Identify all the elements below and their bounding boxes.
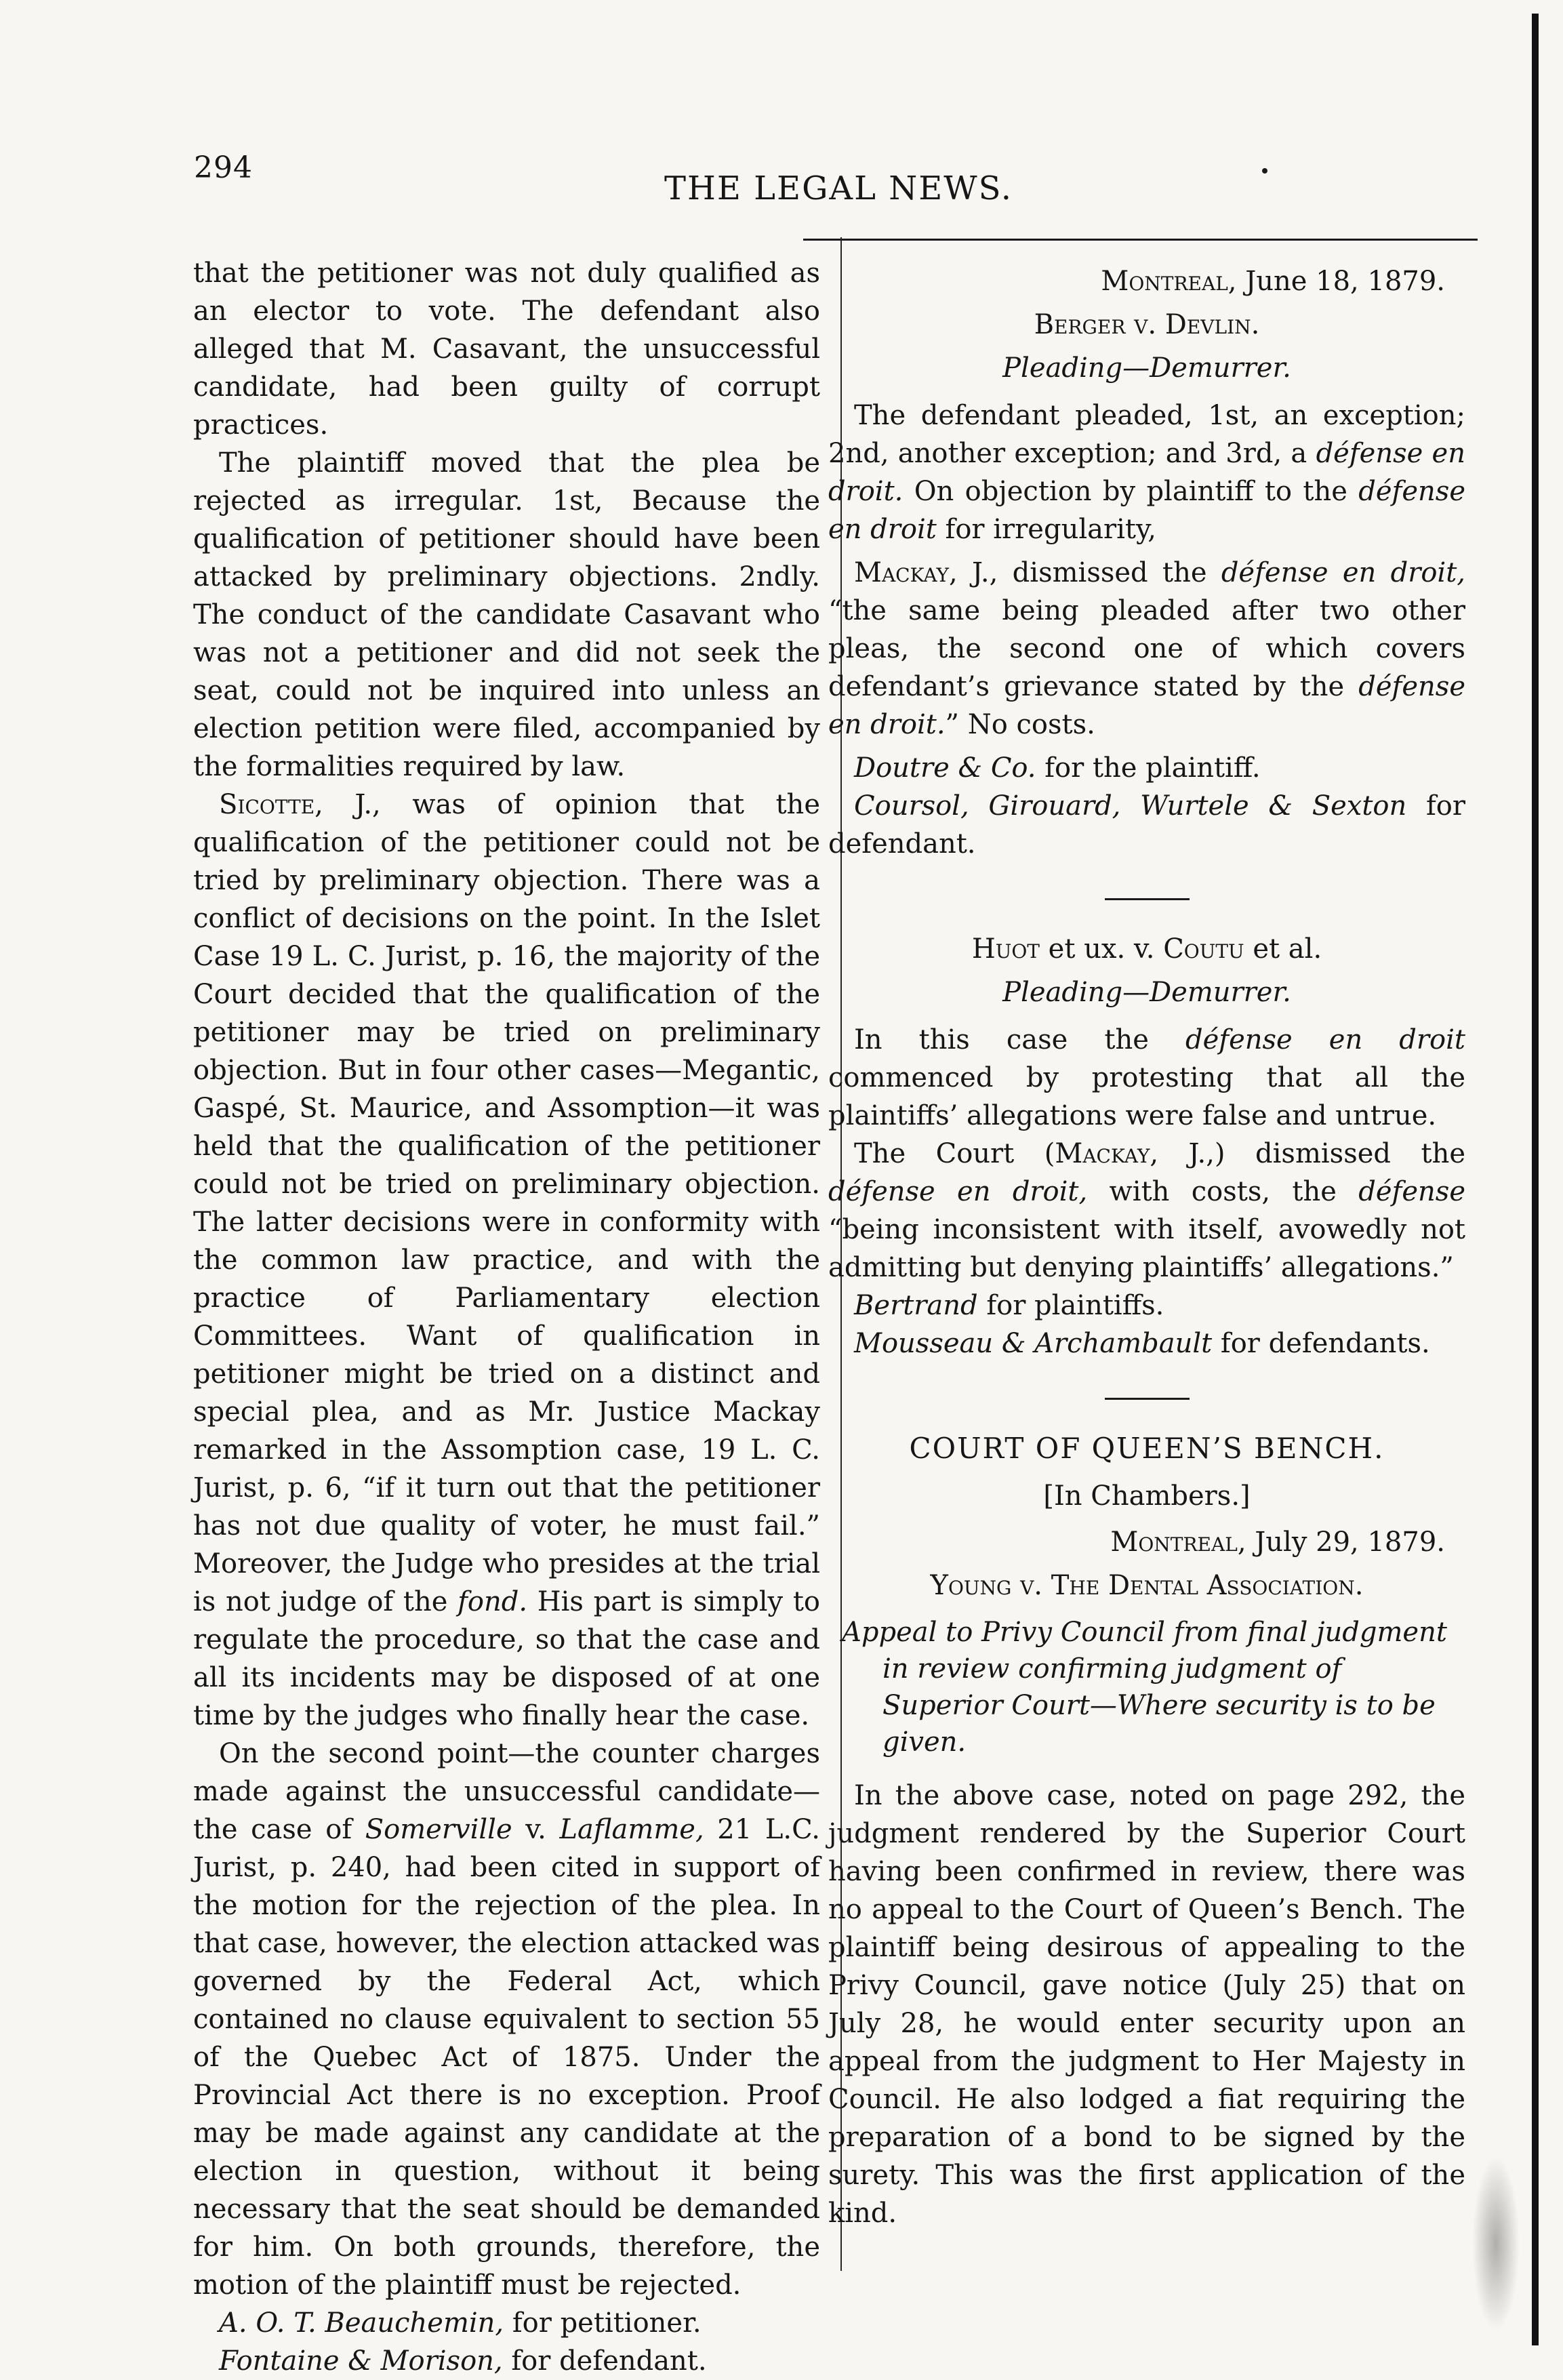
case-date <box>828 1523 1465 1561</box>
paragraph <box>828 1021 1465 1135</box>
paragraph <box>828 1135 1465 1287</box>
case-name: Somerville <box>365 1814 512 1845</box>
running-head: THE LEGAL NEWS. <box>664 169 1013 207</box>
counsel-role: for defendant. <box>828 790 1465 860</box>
counsel-role: for defendant. <box>502 2345 707 2377</box>
counsel-role: for petitioner. <box>504 2307 702 2339</box>
counsel-role: for plaintiffs. <box>977 1290 1164 1321</box>
court-heading: COURT OF QUEEN’S BENCH. <box>909 1432 1385 1465</box>
paragraph-text: In this case the <box>854 1024 1185 1055</box>
italic-term: défense en droit. <box>828 671 1465 740</box>
italic-term: défense en droit <box>828 476 1465 545</box>
case-name: Laflamme, <box>559 1814 704 1845</box>
case-date-text: June 18, 1879. <box>1236 266 1445 297</box>
case-title <box>828 930 1465 968</box>
left-column <box>193 254 820 2380</box>
paragraph <box>193 786 820 1735</box>
paragraph-text: commenced by protesting that all the plaintiffs’ allegations were false and untrue. <box>828 1062 1465 1131</box>
judge-name: Sicotte <box>219 789 315 820</box>
header-dot <box>1262 168 1267 174</box>
italic-term: défense <box>1358 1176 1465 1207</box>
paragraph: that the petitioner was not duly qualified as an elector to vote. The defendant also alleged that M. Casavant, the unsuccessful candidate, had been guilty of corrupt practices. <box>193 258 820 441</box>
paragraph <box>828 397 1465 548</box>
headnote: Appeal to Privy Council from final judgment in review confirming judgment of Superior Court—Where security is to be given. <box>842 1617 1447 1758</box>
paragraph <box>193 1735 820 2304</box>
case-date <box>828 262 1465 300</box>
case-place: Montreal, <box>1110 1527 1246 1558</box>
page-number: 294 <box>194 150 253 185</box>
case-place: Montreal, <box>1101 266 1237 297</box>
case-date-text: July 29, 1879. <box>1246 1527 1445 1558</box>
paragraph-text: On the second point—the counter charges made against the unsuccessful candidate—the case of <box>193 1738 820 1845</box>
counsel-name: A. O. T. Beauchemin, <box>219 2307 504 2339</box>
judge-name: Mackay <box>1055 1138 1150 1169</box>
case-subject: Pleading—Demurrer. <box>1002 977 1291 1008</box>
paragraph-text: The Court ( <box>854 1138 1055 1169</box>
paragraph-text: v. <box>512 1814 560 1845</box>
right-column <box>828 254 1465 2232</box>
section-divider <box>1105 1398 1190 1400</box>
paragraph-text: with costs, the <box>1087 1176 1359 1207</box>
paragraph-text: 21 L.C. Jurist, p. 240, had been cited in support of the motion for the rejection of the plea. In that case, however, the election attacked was governed by the Federal Act, which contained no clause equivalent to section 55 of the Quebec Act of 1875. Under the Provincial Act there is no exception. Proof may be made against any candidate at the election in question, without it being necessary that the seat should be demanded for him. On both grounds, therefore, the motion of the plaintiff must be rejected. <box>193 1814 820 2301</box>
section-divider <box>1105 898 1190 900</box>
counsel-line <box>193 2342 820 2380</box>
judge-name: Mackay <box>854 557 949 588</box>
case-title-text: et al. <box>1244 933 1322 965</box>
case-title: Young v. The Dental Association. <box>930 1570 1364 1601</box>
paragraph-text: “being inconsistent with itself, avowedly not admitting but denying plaintiffs’ allegations.” <box>828 1214 1465 1283</box>
party-name: Coutu <box>1163 933 1244 965</box>
case-title: Berger v. Devlin. <box>1034 309 1260 340</box>
header-rule <box>803 239 1478 241</box>
counsel-line <box>828 787 1465 863</box>
italic-term: fond. <box>458 1586 528 1617</box>
party-name: Huot <box>971 933 1040 965</box>
case-title-text: et ux. v. <box>1039 933 1164 965</box>
counsel-name: Doutre & Co. <box>854 752 1036 784</box>
counsel-line <box>828 1325 1465 1363</box>
paragraph-text: The defendant pleaded, 1st, an exception; 2nd, another exception; and 3rd, a <box>828 400 1465 469</box>
italic-term: défense en droit. <box>828 438 1465 507</box>
counsel-line <box>193 2304 820 2342</box>
paragraph <box>828 554 1465 744</box>
italic-term: défense en droit, <box>828 1176 1088 1207</box>
paragraph-text: ” No costs. <box>945 709 1095 740</box>
paragraph-text: , J., dismissed the <box>948 557 1221 588</box>
paragraph-text: , J., was of opinion that the qualification of the petitioner could not be tried by preliminary objection. There was a conflict of decisions on the point. In the Islet Case 19 L. C. Jurist, p. 16, the majority of the Court decided that the qualification of the petitioner may be tried on preliminary objection. But in four other cases—Megantic, Gaspé, St. Maurice, and Assomption—it was held that the qualification of the petitioner could not be tried on preliminary objection. The latter decisions were in conformity with the common law practice, and with the practice of Parliamentary election Committees. Want of qualification in petitioner might be tried on a distinct and special plea, and as Mr. Justice Mackay remarked in the Assomption case, 19 L. C. Jurist, p. 6, “if it turn out that the petitioner has not due quality of voter, he must fail.” Moreover, the Judge who presides at the trial is not judge of the <box>193 789 820 1617</box>
counsel-role: for the plaintiff. <box>1036 752 1261 784</box>
paragraph-text: for irregularity, <box>936 514 1156 545</box>
case-subject: Pleading—Demurrer. <box>1002 352 1291 384</box>
page-smudge <box>1472 2156 1520 2332</box>
counsel-name: Mousseau & Archambault <box>854 1328 1213 1359</box>
paragraph-text: His part is simply to regulate the procedure, so that the case and all its incidents may be disposed of at one time by the judges who finally hear the case. <box>193 1586 820 1731</box>
paragraph-text: On objection by plaintiff to the <box>903 476 1359 507</box>
italic-term: défense en droit, <box>1221 557 1466 588</box>
page-edge-shadow <box>1532 14 1539 2345</box>
paragraph: In the above case, noted on page 292, the judgment rendered by the Superior Court having been confirmed in review, there was no appeal to the Court of Queen’s Bench. The plaintiff being desirous of appealing to the Privy Council, gave notice (July 25) that on July 28, he would enter security upon an appeal from the judgment to Her Majesty in Council. He also lodged a fiat requiring the preparation of a bond to be signed by the surety. This was the first application of the kind. <box>828 1780 1465 2229</box>
counsel-role: for defendants. <box>1212 1328 1430 1359</box>
counsel-name: Bertrand <box>854 1290 978 1321</box>
counsel-line <box>828 1287 1465 1325</box>
paragraph: The plaintiff moved that the plea be rejected as irregular. 1st, Because the qualification of petitioner should have been attacked by preliminary objections. 2ndly. The conduct of the candidate Casavant who was not a petitioner and did not seek the seat, could not be inquired into unless an election petition were filed, accompanied by the formalities required by law. <box>193 447 820 782</box>
counsel-name: Fontaine & Morison, <box>219 2345 503 2377</box>
chambers-note: [In Chambers.] <box>1043 1480 1251 1512</box>
paragraph-text: , J.,) dismissed the <box>1150 1138 1466 1169</box>
italic-term: défense en droit <box>1185 1024 1465 1055</box>
counsel-line <box>828 749 1465 787</box>
paragraph-text: “the same being pleaded after two other pleas, the second one of which covers defendant’s grievance stated by the <box>828 595 1465 702</box>
counsel-name: Coursol, Girouard, Wurtele & Sexton <box>854 790 1407 822</box>
